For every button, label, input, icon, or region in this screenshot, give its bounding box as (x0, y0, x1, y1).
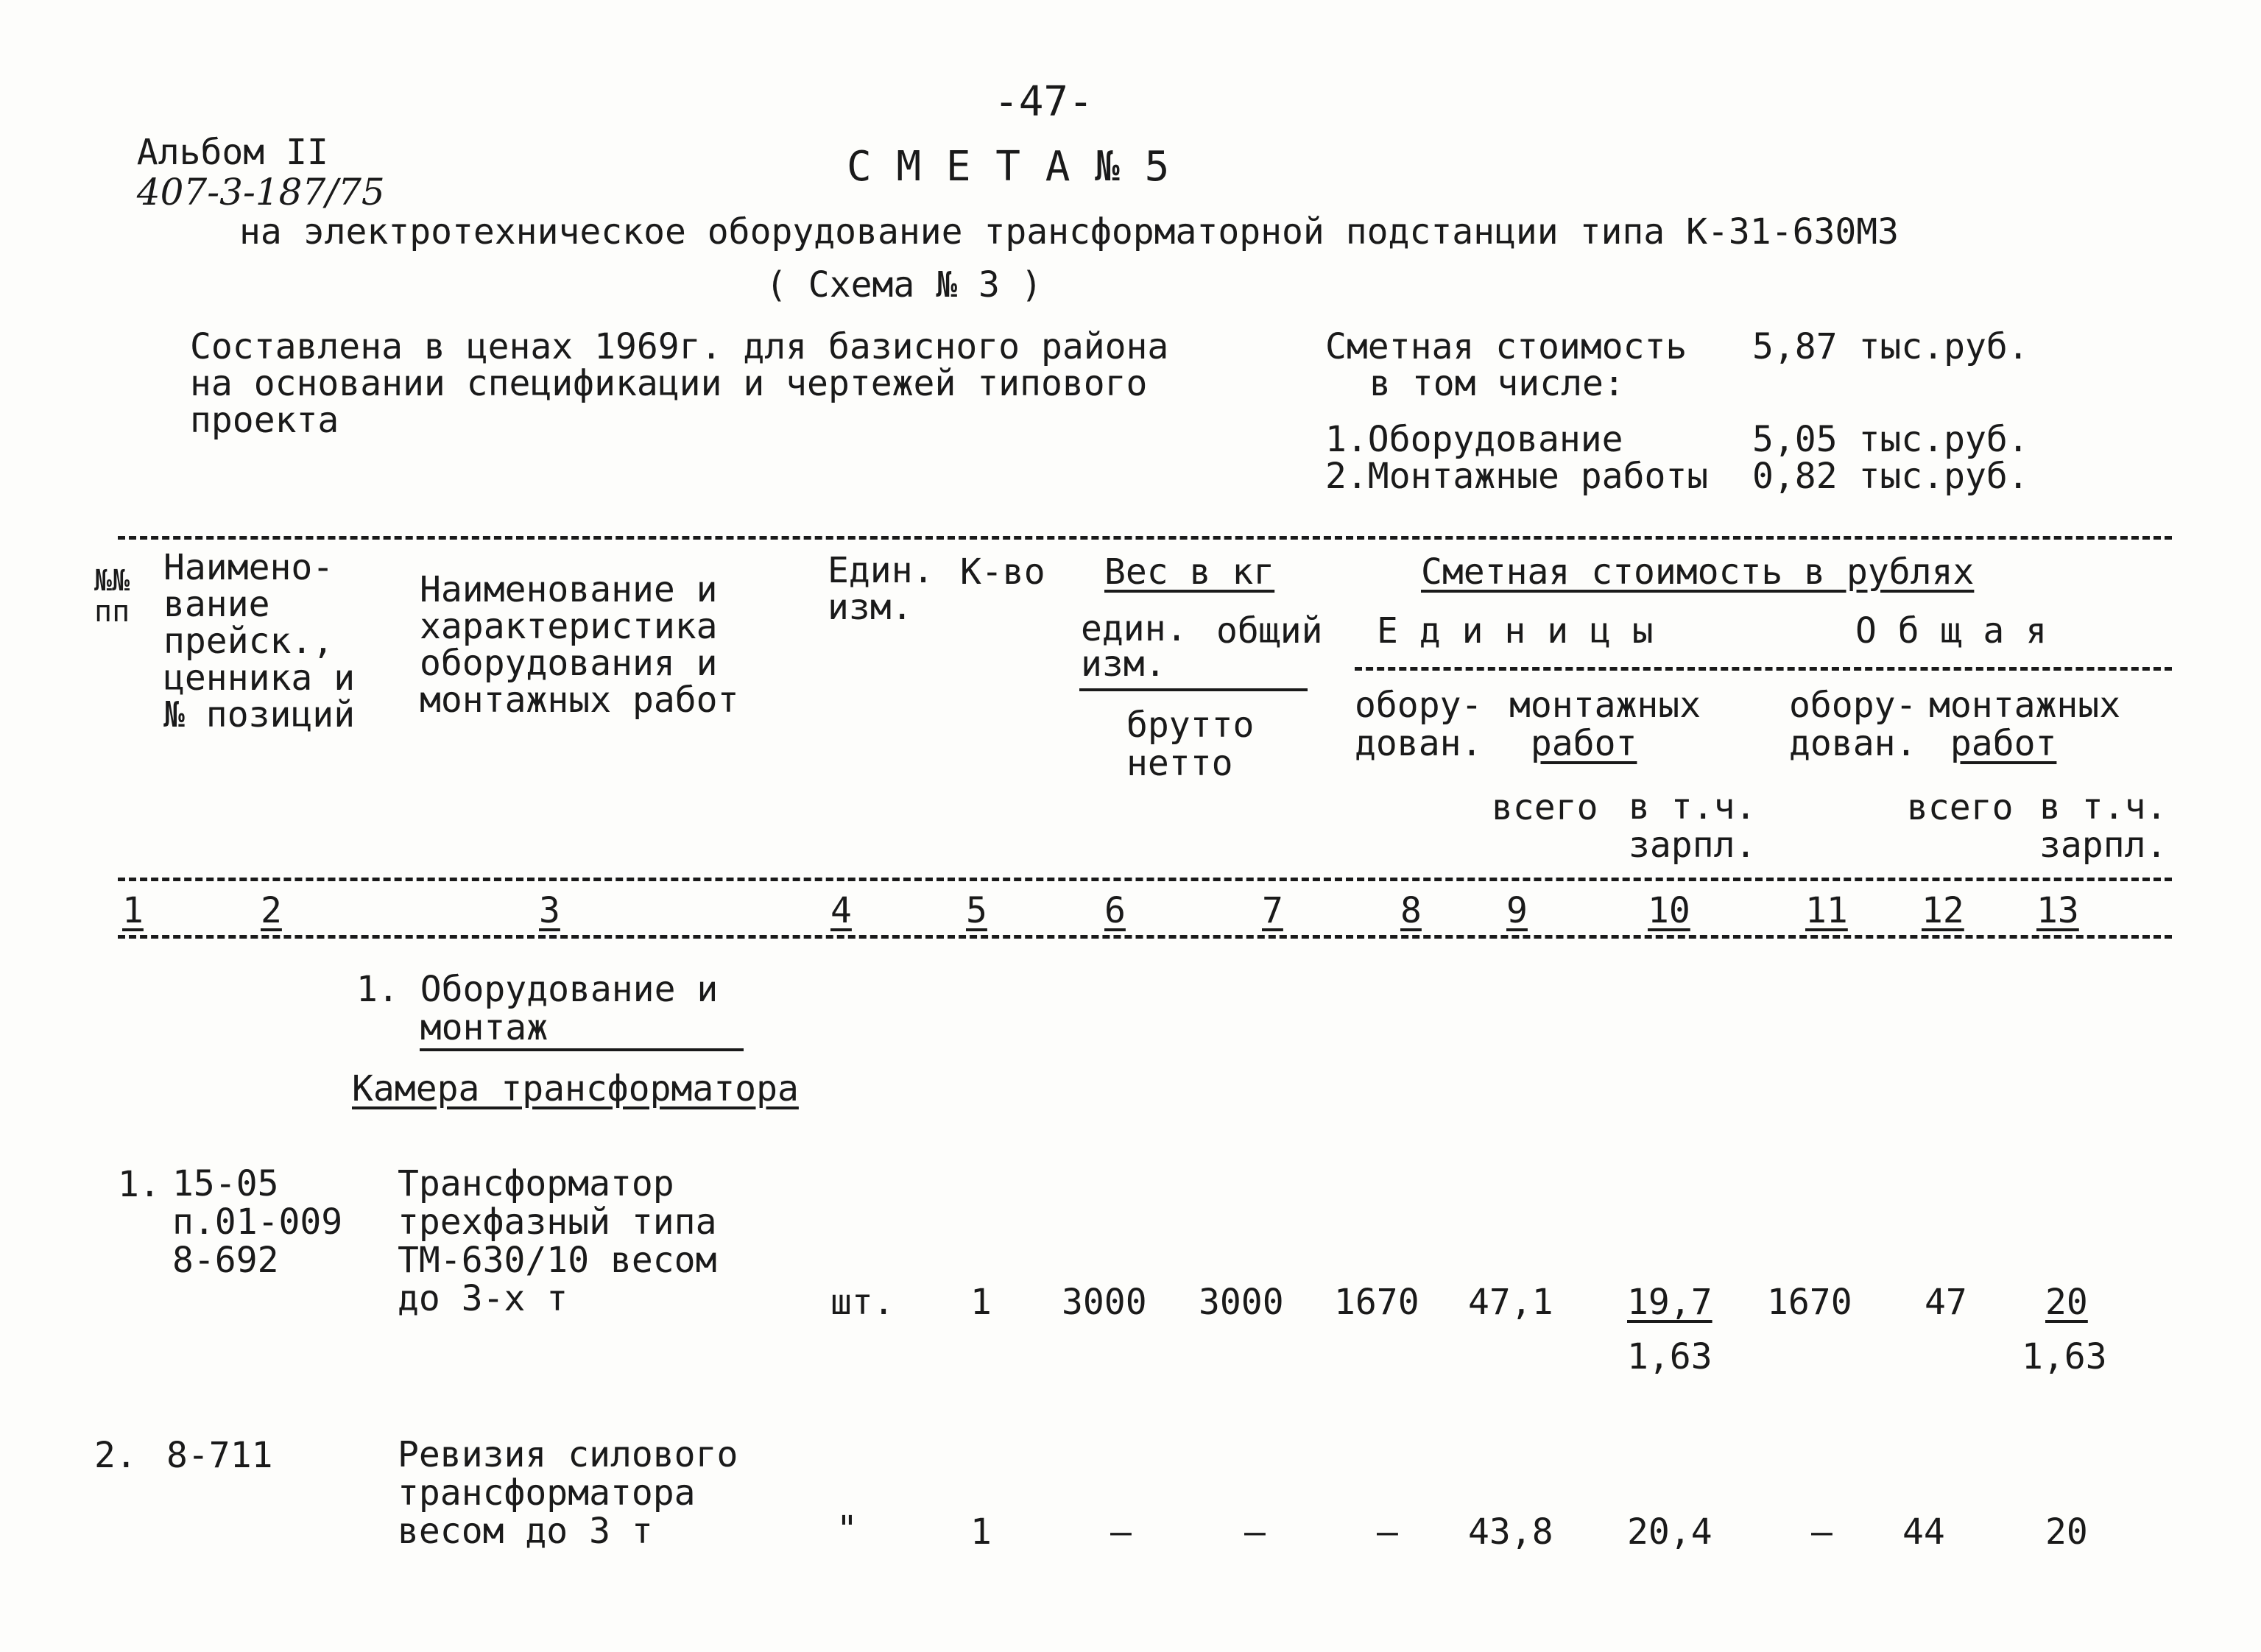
weight-group-header: Вес в кг (1104, 551, 1275, 593)
row-unit-mount-total: 43,8 (1468, 1511, 1553, 1553)
row-qty: 1 (970, 1282, 992, 1323)
table-top-rule (118, 536, 2172, 540)
estimate-value: 5,87 тыс.руб. (1752, 326, 2029, 367)
mounting-label: 2.Монтажные работы (1325, 456, 1709, 497)
row-unit: шт. (830, 1282, 895, 1323)
row-total-mount-wages-sub: 1,63 (2022, 1336, 2107, 1377)
row-number: 2. (94, 1435, 137, 1476)
section-underline (420, 1048, 744, 1051)
composed-line-3: проекта (190, 400, 339, 441)
composed-line-2: на основании спецификации и чертежей типового (190, 363, 1148, 404)
colnum-rule (118, 935, 2172, 939)
weight-rule (1079, 688, 1308, 691)
colnum-6: 6 (1104, 890, 1126, 931)
row-codes: 8-711 (166, 1435, 273, 1476)
document-title: С М Е Т А № 5 (847, 143, 1170, 191)
colnum-12: 12 (1922, 890, 1964, 931)
row-total-mount-wages: 20 (2045, 1511, 2088, 1553)
col2-header: Наимено- вание прейск., ценника и № позиций (163, 547, 356, 735)
total-equip-header: обору- дован. (1789, 685, 1917, 764)
col1-header: №№ пп (94, 564, 130, 629)
unit-mount-wages-header: в т.ч. зарпл. (1629, 786, 1757, 866)
col4-header: Един. изм. (828, 550, 934, 628)
unit-mount-total-header: всего (1492, 787, 1598, 828)
composed-line-1: Составлена в ценах 1969г. для базисного района (190, 326, 1169, 367)
row-weight-unit: 3000 (1062, 1282, 1147, 1323)
total-mount-wages-header: в т.ч. зарпл. (2039, 786, 2167, 866)
colnum-8: 8 (1400, 890, 1422, 931)
colnum-10: 10 (1648, 890, 1690, 931)
row-number: 1. (118, 1164, 161, 1205)
total-mount-total-header: всего (1907, 787, 2014, 828)
row-description: Трансформатор трехфазный типа ТМ-630/10 весом до 3-х т (398, 1163, 717, 1319)
net-header: нетто (1126, 743, 1233, 784)
album-code: 407-3-187/75 (136, 171, 385, 213)
total-mount-header: монтажных работ (1929, 685, 2121, 764)
row-weight-unit: – (1110, 1511, 1132, 1553)
colnum-1: 1 (122, 890, 144, 931)
header-bottom-rule (118, 878, 2172, 881)
col5-header: К-во (960, 551, 1045, 593)
colnum-11: 11 (1805, 890, 1848, 931)
row-total-mount-wages: 20 (2045, 1282, 2088, 1323)
row-unit: " (836, 1508, 858, 1550)
colnum-5: 5 (966, 890, 987, 931)
album-prefix: Альбом II (136, 132, 328, 173)
row-total-equip: 1670 (1767, 1282, 1852, 1323)
scheme-label: ( Схема № 3 ) (766, 264, 1043, 306)
document-subtitle: на электротехническое оборудование трансформаторной подстанции типа К-31-630МЗ (239, 211, 1900, 253)
section-title: 1. Оборудование и монтаж (356, 969, 719, 1048)
weight-total-header: общий (1216, 610, 1323, 652)
row-total-equip: – (1811, 1511, 1833, 1553)
row-total-mount-total: 44 (1902, 1511, 1945, 1553)
row-qty: 1 (970, 1511, 992, 1553)
including-label: в том числе: (1369, 363, 1625, 404)
colnum-4: 4 (830, 890, 852, 931)
equipment-value: 5,05 тыс.руб. (1752, 419, 2029, 460)
cost-subrule (1355, 667, 2172, 671)
row-unit-equip: 1670 (1334, 1282, 1419, 1323)
row-description: Ревизия силового трансформатора весом до 3 т (398, 1434, 738, 1552)
unit-mount-header: монтажных работ (1509, 685, 1701, 764)
colnum-9: 9 (1506, 890, 1528, 931)
cost-group-header: Сметная стоимость в рублях (1421, 551, 1975, 593)
col3-header: Наименование и характеристика оборудования и монтажных работ (420, 569, 739, 721)
mounting-value: 0,82 тыс.руб. (1752, 456, 2029, 497)
row-unit-mount-wages: 20,4 (1627, 1511, 1712, 1553)
page-number: -47- (994, 78, 1093, 126)
unit-group-header: Е д и н и ц ы (1377, 610, 1654, 652)
estimate-label: Сметная стоимость (1325, 326, 1687, 367)
row-weight-total: 3000 (1199, 1282, 1284, 1323)
colnum-13: 13 (2036, 890, 2079, 931)
equipment-label: 1.Оборудование (1325, 419, 1623, 460)
row-unit-mount-wages: 19,7 (1627, 1282, 1712, 1323)
colnum-3: 3 (539, 890, 560, 931)
row-unit-equip: – (1377, 1511, 1398, 1553)
album-label (94, 93, 385, 213)
weight-unit-header: един. изм. (1081, 608, 1188, 685)
row-unit-mount-total: 47,1 (1468, 1282, 1553, 1323)
row-codes: 15-05 п.01-009 8-692 (172, 1163, 343, 1281)
gross-header: брутто (1126, 705, 1255, 746)
row-weight-total: – (1244, 1511, 1266, 1553)
subsection-title: Камера трансформатора (352, 1068, 799, 1109)
colnum-2: 2 (261, 890, 282, 931)
unit-equip-header: обору- дован. (1355, 685, 1483, 764)
row-total-mount-total: 47 (1925, 1282, 1967, 1323)
total-group-header: О б щ а я (1855, 610, 2047, 652)
row-unit-mount-wages-sub: 1,63 (1627, 1336, 1712, 1377)
colnum-7: 7 (1262, 890, 1283, 931)
